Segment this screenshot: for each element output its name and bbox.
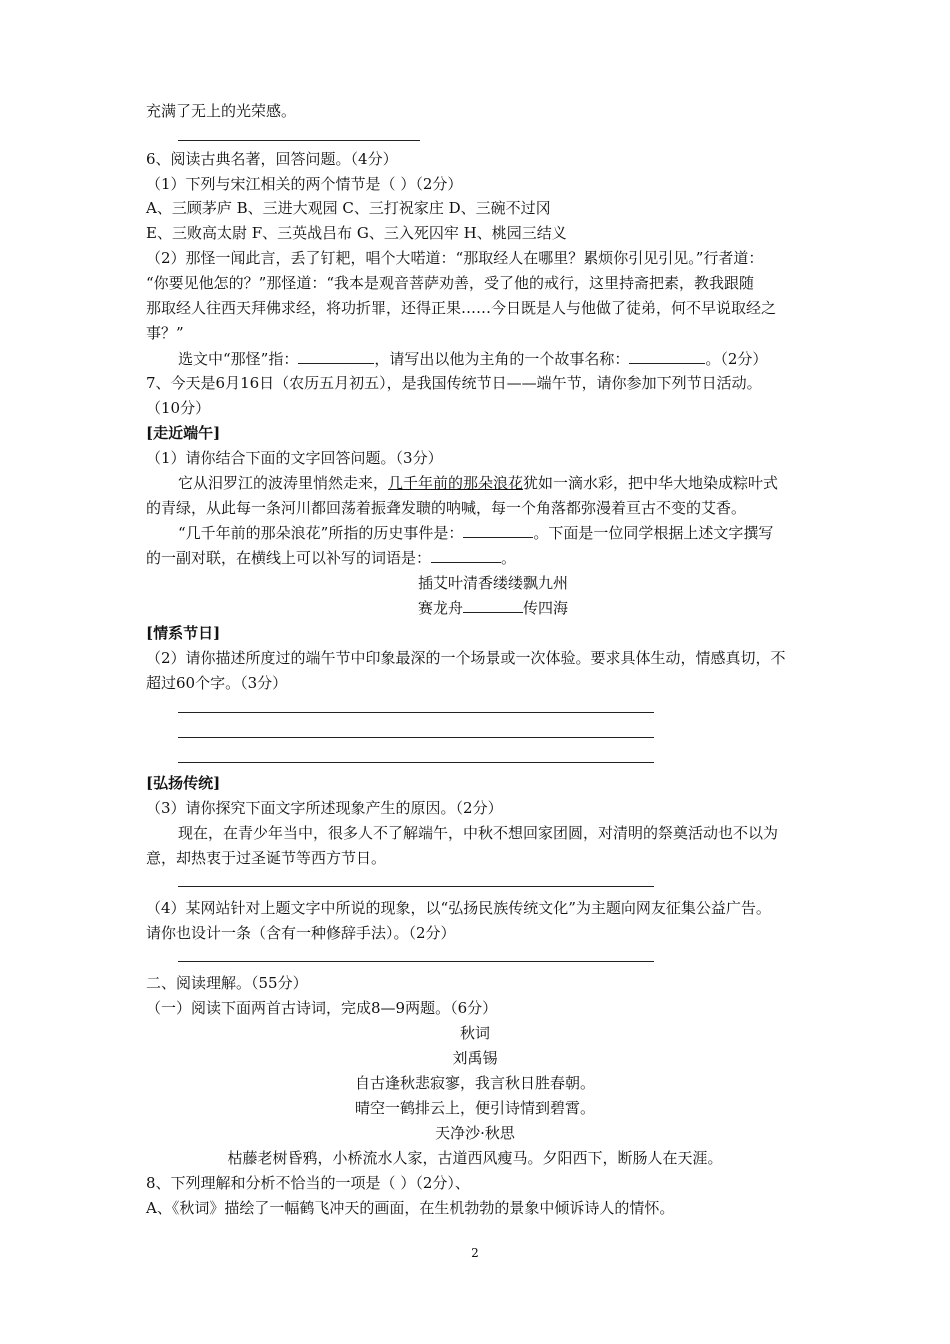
question-7-3: （3）请你探究下面文字所述现象产生的原因。（2分） [146,799,503,817]
question-line [146,547,516,569]
text-segment: 的一副对联，在横线上可以补写的词语是： [146,549,432,567]
question-8-option-a: A、《秋词》描绘了一幅鹤飞冲天的画面，在生机勃勃的景象中倾诉诗人的情怀。 [146,1199,675,1217]
question-6-1: （1）下列与宋江相关的两个情节是（ ）（2分） [146,175,463,193]
passage-line: 的青绿，从此每一条河川都回荡着振聋发聩的呐喊，每一个角落都弥漫着亘古不变的艾香。 [146,499,747,517]
answer-line[interactable] [178,886,654,887]
couplet-line: 插艾叶清香缕缕飘九州 [418,574,569,592]
question-6-options: E、三败高太尉 F、三英战吕布 G、三入死囚牢 H、桃园三结义 [146,224,567,242]
text-segment: 犹如一滴水彩，把中华大地染成粽叶式 [523,474,779,492]
underlined-phrase: 几千年前的那朵浪花 [388,474,524,492]
poem-title: 天净沙·秋思 [435,1124,515,1142]
fill-blank[interactable] [629,348,705,364]
text-line: 充满了无上的光荣感。 [146,102,297,120]
passage-line [178,472,778,494]
section-heading: [情系节日] [146,624,221,642]
question-7-2: （2）请你描述所度过的端午节中印象最深的一个场景或一次体验。要求具体生动，情感真切，不 [146,649,786,667]
part-heading: 二、阅读理解。（55分） [146,974,308,992]
passage-line: 现在，在青少年当中，很多人不了解端午，中秋不想回家团圆，对清明的祭奠活动也不以为 [178,824,779,842]
text-segment: 传四海 [523,599,569,617]
text-line: “你要见他怎的？”那怪道：“我本是观音菩萨劝善，受了他的戒行，这里持斋把素，教我跟随 [146,274,755,292]
text-segment: 。（2分） [705,350,768,368]
page-number: 2 [471,1246,479,1260]
poem-line: 晴空一鹤排云上，便引诗情到碧霄。 [354,1099,595,1117]
question-7-2: 超过60个字。（3分） [146,674,288,692]
passage-line: 意，却热衷于过圣诞节等西方节日。 [146,849,387,867]
text-line: （2）那怪一闻此言，丢了钉耙，唱个大喏道：“那取经人在哪里？累烦你引见引见。”行者道： [146,249,764,267]
couplet-line [418,597,568,619]
fill-blank[interactable] [463,597,523,613]
section-heading: [弘扬传统] [146,774,221,792]
question-8: 8、下列理解和分析不恰当的一项是（ ）（2分）、 [146,1174,470,1192]
question-7-4: 请你也设计一条（含有一种修辞手法）。（2分） [146,924,456,942]
text-segment: 选文中“那怪”指： [178,350,299,368]
answer-line[interactable] [178,737,654,738]
text-line: 那取经人往西天拜佛求经，将功折罪，还得正果……今日既是人与他做了徒弟，何不早说取经之 [146,299,777,317]
subpart-heading: （一）阅读下面两首古诗词，完成8—9两题。（6分） [146,999,498,1017]
poem-author: 刘禹锡 [452,1049,498,1067]
question-6-2-prompt [178,348,767,370]
text-segment: 。 [501,549,517,567]
answer-line[interactable] [178,961,654,962]
fill-blank[interactable] [463,522,533,538]
text-segment: 。下面是一位同学根据上述文字撰写 [533,524,774,542]
text-line: 事？” [146,324,184,342]
question-7-title: （10分） [146,399,211,417]
question-7-title: 7、今天是6月16日（农历五月初五），是我国传统节日——端午节，请你参加下列节日活动。 [146,374,762,392]
fill-blank[interactable] [298,348,374,364]
question-7-4: （4）某网站针对上题文字中所说的现象，以“弘扬民族传统文化”为主题向网友征集公益广告。 [146,899,771,917]
answer-line [178,140,420,141]
question-line [178,522,773,544]
poem-line: 自古逢秋悲寂寥，我言秋日胜春朝。 [354,1074,595,1092]
answer-line[interactable] [178,762,654,763]
question-7-1: （1）请你结合下面的文字回答问题。（3分） [146,449,443,467]
section-heading: [走近端午] [146,424,221,442]
text-segment: “几千年前的那朵浪花”所指的历史事件是： [178,524,464,542]
text-segment: ，请写出以他为主角的一个故事名称： [374,350,630,368]
answer-line[interactable] [178,712,654,713]
text-segment: 它从汨罗江的波涛里悄然走来， [178,474,389,492]
question-6-options: A、三顾茅庐 B、三进大观园 C、三打祝家庄 D、三碗不过冈 [146,199,551,217]
poem-title: 秋词 [459,1024,490,1042]
fill-blank[interactable] [431,547,501,563]
text-segment: 赛龙舟 [418,599,464,617]
question-6-title: 6、阅读古典名著，回答问题。（4分） [146,150,398,168]
poem-line: 枯藤老树昏鸦，小桥流水人家，古道西风瘦马。夕阳西下，断肠人在天涯。 [227,1149,723,1167]
